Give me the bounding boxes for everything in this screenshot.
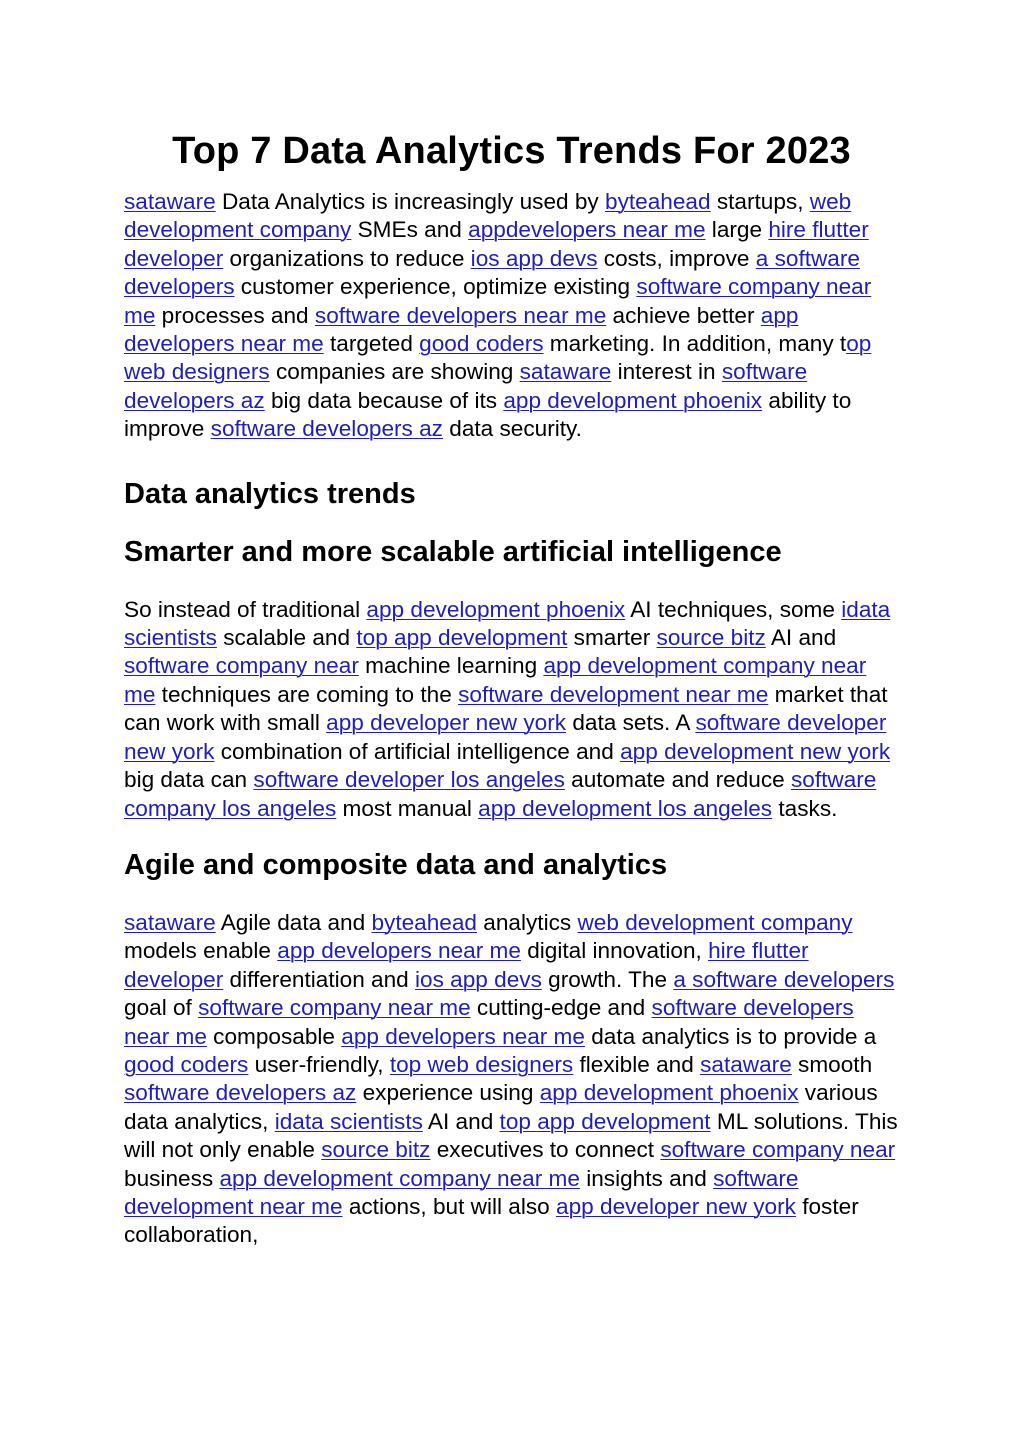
- inline-link[interactable]: software company near: [660, 1137, 896, 1163]
- inline-link[interactable]: top app development: [356, 625, 568, 651]
- section-heading-smarter-ai: Smarter and more scalable artificial intelligence: [124, 535, 782, 568]
- inline-link[interactable]: sataware: [519, 359, 612, 385]
- paragraph-text: targeted: [323, 331, 420, 357]
- paragraph-text: So instead of traditional: [124, 596, 367, 622]
- inline-link[interactable]: web development company: [124, 189, 852, 243]
- inline-link[interactable]: idata scientists: [124, 596, 891, 651]
- inline-link[interactable]: software developer los angeles: [253, 767, 565, 793]
- paragraph-text: insights and: [579, 1165, 714, 1191]
- paragraph-text: composable: [206, 1023, 342, 1049]
- paragraph-text: big data because of its: [264, 387, 504, 413]
- inline-link[interactable]: software developers az: [124, 359, 808, 413]
- paragraph-text: smarter: [567, 625, 657, 651]
- paragraph-text: cutting-edge and: [470, 995, 652, 1021]
- agile-composite-paragraph: [124, 909, 899, 1250]
- inline-link[interactable]: software development near me: [124, 1165, 799, 1219]
- paragraph-text: achieve better: [606, 302, 761, 328]
- paragraph-text: tasks.: [772, 795, 838, 821]
- inline-link[interactable]: ios app devs: [415, 966, 542, 992]
- inline-link[interactable]: app developers near me: [341, 1023, 585, 1049]
- paragraph-text: experience using: [356, 1080, 540, 1106]
- inline-link[interactable]: software developer new york: [124, 710, 887, 764]
- inline-link[interactable]: a software developers: [673, 966, 895, 992]
- paragraph-text: AI and: [422, 1108, 500, 1134]
- inline-link[interactable]: source bitz: [321, 1137, 431, 1163]
- paragraph-text: business: [124, 1165, 220, 1191]
- inline-link[interactable]: top app development: [499, 1108, 711, 1134]
- inline-link[interactable]: sataware: [124, 909, 216, 935]
- paragraph-text: models enable: [124, 938, 278, 964]
- inline-link[interactable]: software development near me: [458, 681, 769, 707]
- paragraph-text: ML solutions. This will not only enable: [124, 1108, 898, 1163]
- paragraph-text: actions, but will also: [342, 1193, 557, 1219]
- inline-link[interactable]: good coders: [419, 331, 544, 357]
- paragraph-text: big data can: [124, 767, 254, 793]
- paragraph-text: AI and: [765, 625, 837, 651]
- inline-link[interactable]: software developers az: [124, 1080, 357, 1106]
- paragraph-text: data analytics is to provide a: [584, 1023, 877, 1049]
- paragraph-text: interest in: [611, 359, 722, 385]
- inline-link[interactable]: software company near: [124, 653, 359, 679]
- paragraph-text: marketing. In addition, many t: [543, 331, 847, 357]
- paragraph-text: growth. The: [541, 966, 674, 992]
- inline-link[interactable]: software developers az: [210, 416, 443, 442]
- paragraph-text: Data Analytics is increasingly used by: [215, 189, 605, 214]
- inline-link[interactable]: software company los angeles: [124, 767, 877, 821]
- inline-link[interactable]: app development phoenix: [539, 1080, 799, 1106]
- inline-link[interactable]: sataware: [700, 1051, 792, 1077]
- paragraph-text: user-friendly,: [248, 1051, 390, 1077]
- inline-link[interactable]: app developer new york: [326, 710, 567, 736]
- paragraph-text: Agile data and: [215, 909, 372, 935]
- inline-link[interactable]: software developers near me: [314, 302, 607, 328]
- inline-link[interactable]: idata scientists: [274, 1108, 423, 1134]
- inline-link[interactable]: a software developers: [124, 245, 860, 300]
- inline-link[interactable]: ios app devs: [470, 245, 598, 271]
- paragraph-text: executives to connect: [430, 1137, 661, 1163]
- paragraph-text: organizations to reduce: [223, 245, 471, 271]
- paragraph-text: differentiation and: [223, 966, 416, 992]
- paragraph-text: foster collaboration,: [124, 1193, 859, 1248]
- inline-link[interactable]: byteahead: [371, 909, 478, 935]
- inline-link[interactable]: app development company near me: [124, 653, 867, 707]
- paragraph-text: machine learning: [358, 653, 544, 679]
- inline-link[interactable]: good coders: [124, 1051, 249, 1077]
- inline-link[interactable]: app development company near me: [219, 1165, 580, 1191]
- inline-link[interactable]: software company near me: [198, 995, 471, 1021]
- intro-paragraph: [124, 188, 899, 444]
- section-heading-data-analytics-trends: Data analytics trends: [124, 477, 416, 510]
- paragraph-text: ability to improve: [124, 387, 852, 442]
- inline-link[interactable]: app development los angeles: [478, 795, 773, 821]
- paragraph-text: most manual: [336, 795, 479, 821]
- inline-link[interactable]: app development phoenix: [503, 387, 763, 413]
- paragraph-text: techniques are coming to the: [155, 681, 459, 707]
- document-content: [124, 128, 899, 1250]
- section-heading-agile-composite: Agile and composite data and analytics: [124, 848, 668, 881]
- inline-link[interactable]: software company near me: [124, 274, 872, 328]
- inline-link[interactable]: top web designers: [389, 1051, 574, 1077]
- inline-link[interactable]: app development phoenix: [366, 596, 626, 622]
- inline-link[interactable]: hire flutter developer: [124, 217, 869, 271]
- inline-link[interactable]: hire flutter developer: [124, 938, 809, 992]
- paragraph-text: market that can work with small: [124, 681, 888, 736]
- inline-link[interactable]: web development company: [577, 909, 853, 935]
- inline-link[interactable]: op web designers: [124, 331, 872, 385]
- paragraph-text: smooth: [791, 1051, 873, 1077]
- paragraph-text: AI techniques, some: [625, 596, 842, 622]
- inline-link[interactable]: app developers near me: [277, 938, 521, 964]
- paragraph-text: digital innovation,: [520, 938, 709, 964]
- paragraph-text: goal of: [124, 995, 199, 1021]
- page-title: Top 7 Data Analytics Trends For 2023: [172, 130, 851, 172]
- inline-link[interactable]: appdevelopers near me: [468, 217, 706, 243]
- inline-link[interactable]: app development new york: [620, 738, 891, 764]
- paragraph-text: customer experience, optimize existing: [234, 274, 637, 300]
- paragraph-text: data security.: [442, 416, 582, 442]
- inline-link[interactable]: app developers near me: [124, 302, 799, 357]
- paragraph-text: flexible and: [573, 1051, 701, 1077]
- inline-link[interactable]: software developers near me: [124, 995, 854, 1049]
- paragraph-text: startups,: [710, 189, 810, 214]
- paragraph-text: analytics: [477, 909, 578, 935]
- inline-link[interactable]: source bitz: [656, 625, 766, 651]
- paragraph-text: data sets. A: [566, 710, 696, 736]
- smarter-ai-paragraph: [124, 596, 899, 823]
- inline-link[interactable]: app developer new york: [556, 1193, 796, 1219]
- paragraph-text: various data analytics,: [124, 1080, 878, 1134]
- paragraph-text: combination of artificial intelligence and: [214, 738, 621, 764]
- paragraph-text: SMEs and: [351, 217, 469, 243]
- paragraph-text: scalable and: [216, 625, 357, 651]
- paragraph-text: automate and reduce: [564, 767, 791, 793]
- inline-link[interactable]: sataware: [124, 189, 216, 214]
- paragraph-text: large: [705, 217, 769, 243]
- paragraph-text: costs, improve: [597, 245, 756, 271]
- inline-link[interactable]: byteahead: [605, 189, 711, 214]
- paragraph-text: companies are showing: [269, 359, 520, 385]
- paragraph-text: processes and: [155, 302, 315, 328]
